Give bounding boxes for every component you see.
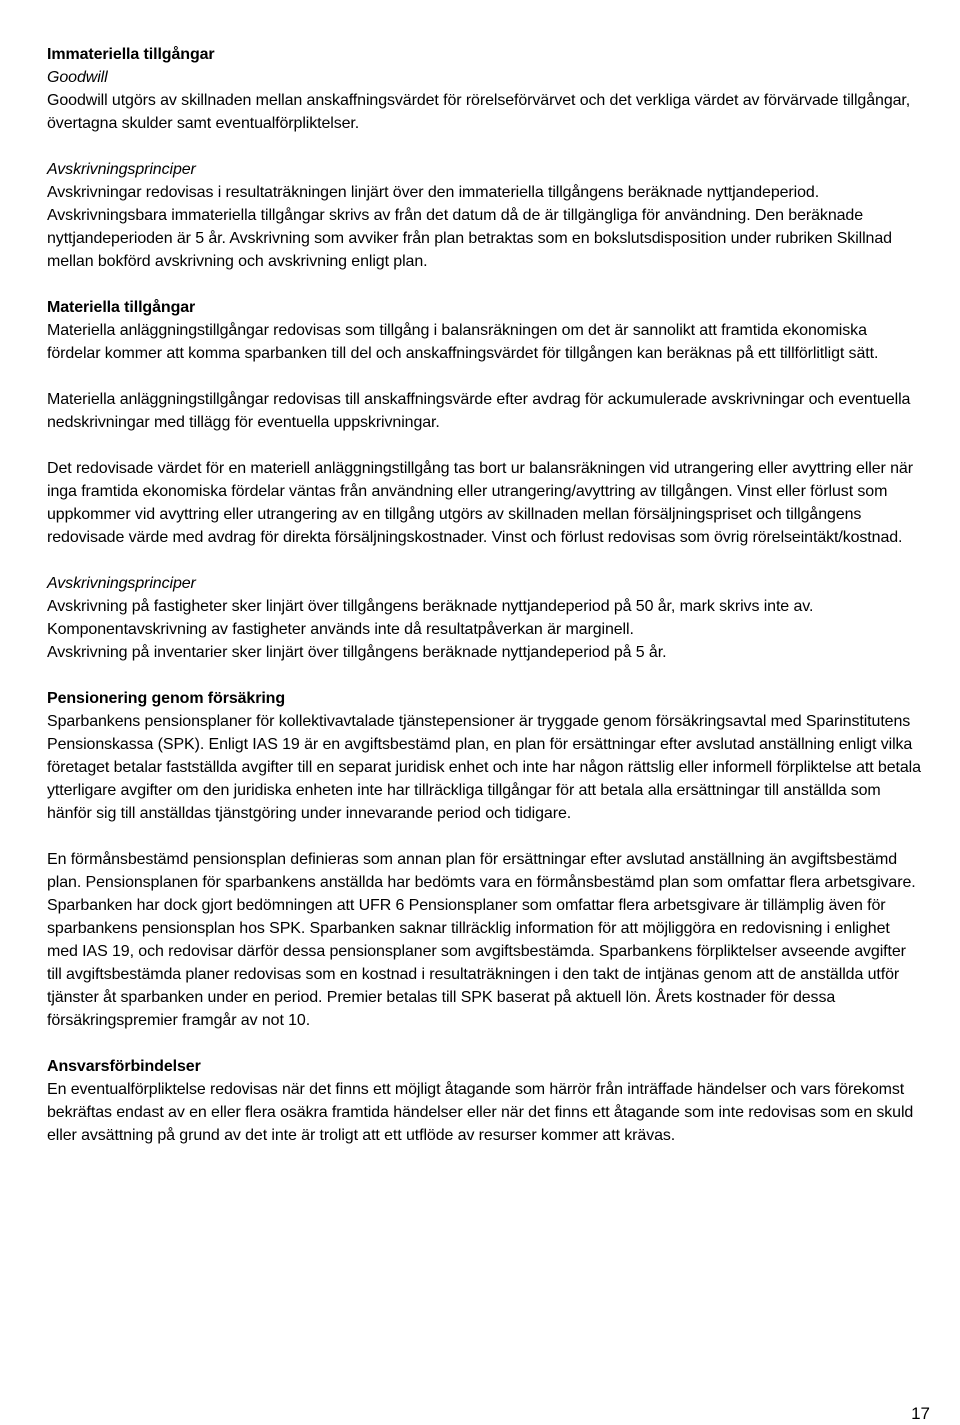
section-heading: Pensionering genom försäkring — [47, 690, 286, 707]
page-number: 17 — [911, 1404, 930, 1423]
paragraph: Materiella anläggningstillgångar redovisas till anskaffningsvärde efter avdrag för ackumulerade avskrivningar och eventuella nedskrivningar med tillägg för eventuella uppskrivningar. — [47, 391, 911, 431]
paragraph: Materiella anläggningstillgångar redovisas som tillgång i balansräkningen om det är sannolikt att framtida ekonomiska fördelar kommer att komma sparbanken till del och anskaffningsvärdet för tillgången kan beräknas på ett tillförlitligt sätt. — [47, 322, 879, 362]
subheading-avskrivningsprinciper: Avskrivningsprinciper — [47, 161, 196, 178]
paragraph: En förmånsbestämd pensionsplan definieras som annan plan för ersättningar efter avslutad anställning än avgiftsbestämd plan. Pensionsplanen för sparbankens anställda har bedömts vara en förmånsbestämd plan som omfattar flera arbetsgivare. Sparbanken har dock gjort bedömningen att UFR 6 Pensionsplaner som omfattar flera arbetsgivare är tillämplig även för sparbankens pensionsplan hos SPK. Sparbanken saknar tillräcklig information för att möjliggöra en redovisning i enlighet med IAS 19, och redovisar därför dessa pensionsplaner som avgiftsbestämda. Sparbankens förpliktelser avseende avgifter till avgiftsbestämda planer redovisas som en kostnad i resultaträkningen i den takt de intjänas genom att de anställda utför tjänster åt sparbanken under en period. Premier betalas till SPK baserat på aktuell lön. Årets kostnader för dessa försäkringspremier framgår av not 10. — [47, 851, 916, 1029]
section-materiella — [47, 296, 922, 664]
section-pension — [47, 687, 922, 1032]
paragraph: Avskrivningar redovisas i resultaträkningen linjärt över den immateriella tillgångens beräknade nyttjandeperiod. Avskrivningsbara immateriella tillgångar skrivs av från det datum då de är tillgängliga för användning. Den beräknade nyttjandeperioden är 5 år. Avskrivning som avviker från plan betraktas som en bokslutsdisposition under rubriken Skillnad mellan bokförd avskrivning och avskrivning enligt plan. — [47, 184, 892, 270]
paragraph-line: Avskrivning på inventarier sker linjärt över tillgångens beräknade nyttjandeperiod på 5 år. — [47, 644, 667, 661]
section-heading: Immateriella tillgångar — [47, 46, 215, 63]
paragraph: Goodwill utgörs av skillnaden mellan anskaffningsvärdet för rörelseförvärvet och det verkliga värdet av förvärvade tillgångar, övertagna skulder samt eventualförpliktelser. — [47, 92, 911, 132]
paragraph: Sparbankens pensionsplaner för kollektivavtalade tjänstepensioner är tryggade genom försäkringsavtal med Sparinstitutens Pensionskassa (SPK). Enligt IAS 19 är en avgiftsbestämd plan, en plan för ersättningar efter avslutad anställning enligt vilka företaget betalar fastställda avgifter till en separat juridisk enhet och inte har någon rättslig eller informell förpliktelse att betala ytterligare avgifter om den juridiska enheten inte har tillräckliga tillgångar för att betala alla ersättningar till anställda som hänför sig till anställdas tjänstgöring under innevarande period och tidigare. — [47, 713, 921, 822]
document-page — [47, 43, 922, 1147]
paragraph: Det redovisade värdet för en materiell anläggningstillgång tas bort ur balansräkningen vid utrangering eller avyttring eller när inga framtida ekonomiska fördelar väntas från användning eller utrangering/avyttring av tillgången. Vinst eller förlust som uppkommer vid avyttring eller utrangering av en tillgång utgörs av skillnaden mellan försäljningspriset och tillgångens redovisade värde med avdrag för direkta försäljningskostnader. Vinst och förlust redovisas som övrig rörelseintäkt/kostnad. — [47, 460, 913, 546]
subheading-goodwill: Goodwill — [47, 69, 108, 86]
section-immateriella — [47, 43, 922, 273]
subheading-avskrivningsprinciper: Avskrivningsprinciper — [47, 575, 196, 592]
paragraph: En eventualförpliktelse redovisas när det finns ett möjligt åtagande som härrör från inträffade händelser och vars förekomst bekräftas endast av en eller flera osäkra framtida händelser eller när det finns ett åtagande som inte redovisas som en skuld eller avsättning på grund av det inte är troligt att ett utflöde av resurser kommer att krävas. — [47, 1081, 914, 1144]
section-ansvar — [47, 1055, 922, 1147]
section-heading: Materiella tillgångar — [47, 299, 196, 316]
section-heading: Ansvarsförbindelser — [47, 1058, 201, 1075]
paragraph-line: Avskrivning på fastigheter sker linjärt över tillgångens beräknade nyttjandeperiod på 50 år, mark skrivs inte av. — [47, 598, 814, 615]
paragraph-line: Komponentavskrivning av fastigheter används inte då resultatpåverkan är marginell. — [47, 621, 634, 638]
